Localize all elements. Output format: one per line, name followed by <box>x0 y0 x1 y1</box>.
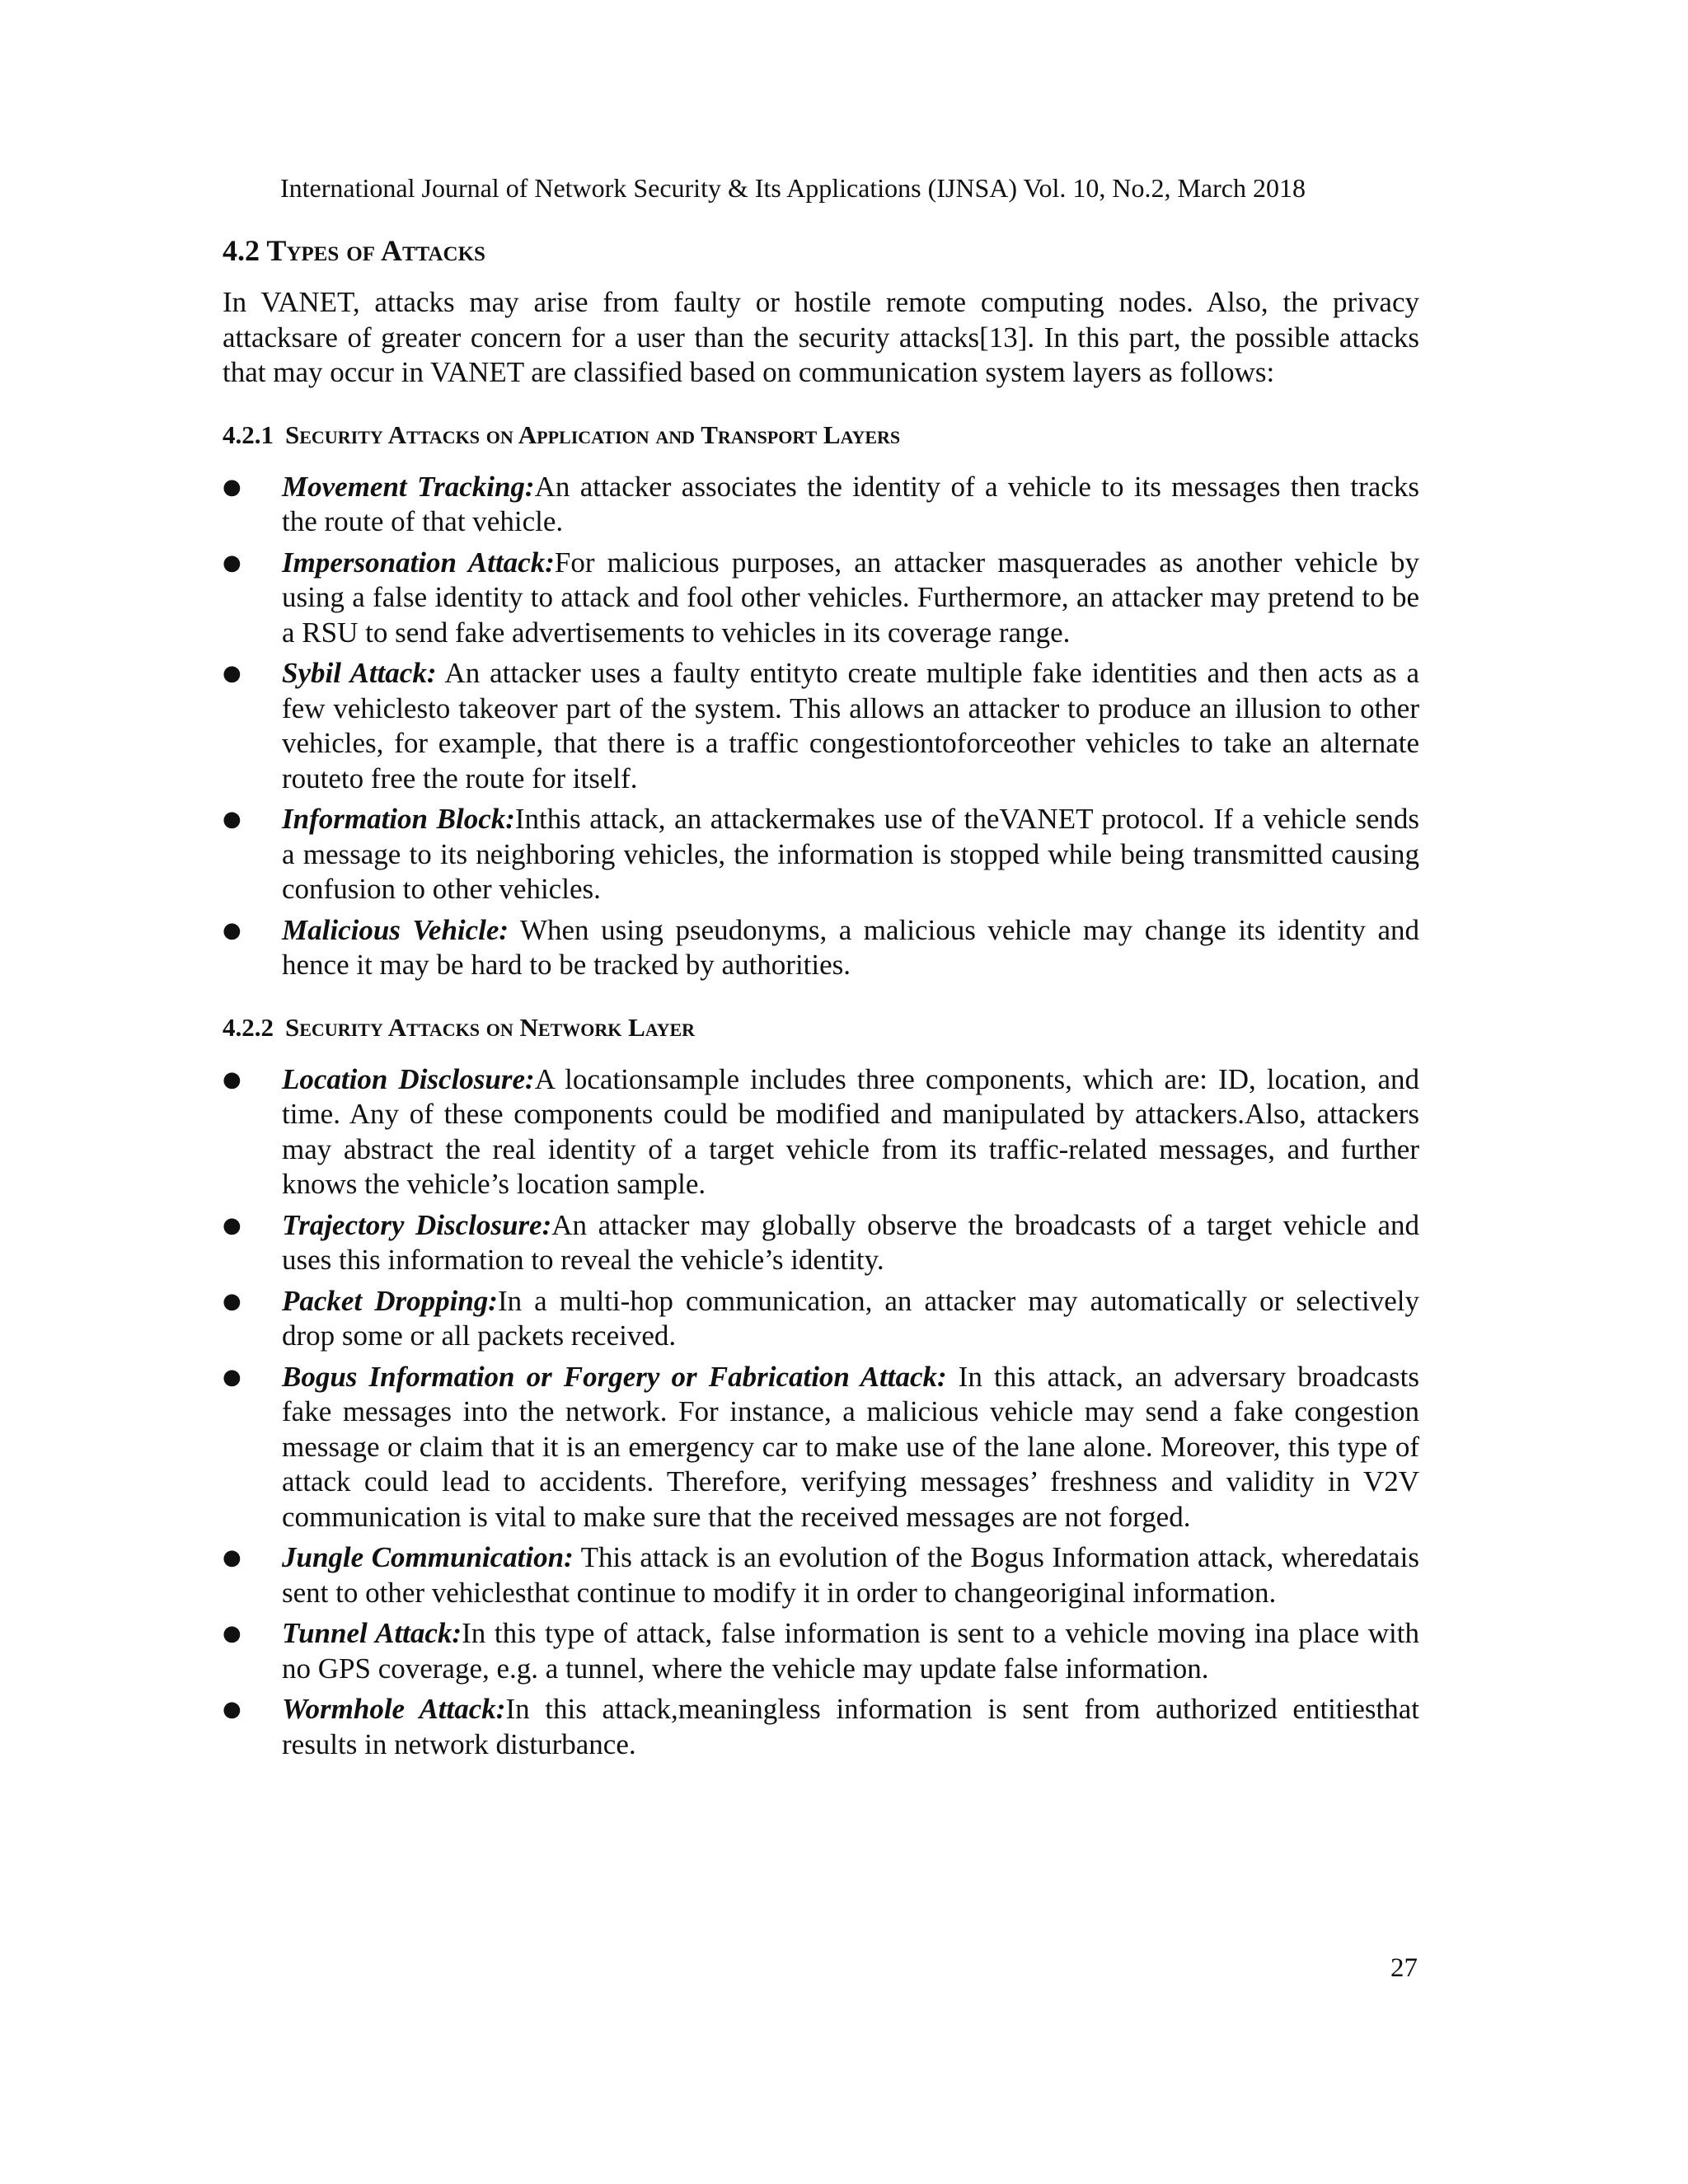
list-item <box>223 1062 1419 1202</box>
bullet-icon: ● <box>223 550 241 575</box>
list-item <box>223 913 1419 983</box>
section-intro: In VANET, attacks may arise from faulty or hostile remote computing nodes. Also, the privacy attacksare of greater concern for a user than the security attacks[13]. In this part, the possible attacks that may occur in VANET are classified based on communication system layers as follows: <box>223 286 1419 388</box>
main-content <box>223 232 1419 1768</box>
list-item-text: This attack is an evolution of the Bogus Information attack, wheredatais sent to other vehiclesthat continue to modify it in order to changeoriginal information. <box>282 1541 1419 1609</box>
list-item <box>223 546 1419 651</box>
list-item-term: Bogus Information or Forgery or Fabrication Attack: <box>282 1360 947 1393</box>
list-item <box>223 1360 1419 1535</box>
bullet-icon: ● <box>223 1545 241 1570</box>
subsection-heading-4-2-1 <box>223 419 1419 452</box>
bullet-icon: ● <box>223 1066 241 1092</box>
bullet-icon: ● <box>223 474 241 499</box>
subsection-title: Security Attacks on Network Layer <box>285 1012 696 1042</box>
list-item <box>223 470 1419 540</box>
bullet-icon: ● <box>223 1212 241 1238</box>
bullet-icon: ● <box>223 1697 241 1722</box>
bullet-icon: ● <box>223 1621 241 1646</box>
section-title: 4.2 Types of Attacks <box>223 234 485 267</box>
list-item-text: In this attack, an adversary broadcasts fake messages into the network. For instance, a malicious vehicle may send a fake congestion message or claim that it is an emergency car to make use of the lane alone. Moreover, this type of attack could lead to accidents. Therefore, verifying messages’ freshness and validity in V2V communication is vital to make sure that the received messages are not forged. <box>282 1360 1419 1533</box>
list-item-term: Information Block: <box>282 803 515 835</box>
page-number: 27 <box>1390 1953 1418 1983</box>
subsection-heading-4-2-2 <box>223 1011 1419 1044</box>
bullet-icon: ● <box>223 661 241 686</box>
subsection-number: 4.2.1 <box>223 419 274 449</box>
list-item <box>223 1284 1419 1354</box>
list-item-term: Trajectory Disclosure: <box>282 1208 552 1241</box>
list-item <box>223 1208 1419 1278</box>
subsection-number: 4.2.2 <box>223 1012 274 1042</box>
list-item-term: Packet Dropping: <box>282 1284 498 1317</box>
list-item-term: Tunnel Attack: <box>282 1617 462 1649</box>
list-item-text: An attacker associates the identity of a vehicle to its messages then tracks the route of that vehicle. <box>282 470 1419 537</box>
list-item <box>223 656 1419 796</box>
list-item-term: Wormhole Attack: <box>282 1693 506 1725</box>
list-item <box>223 802 1419 907</box>
list-item-term: Jungle Communication: <box>282 1541 574 1573</box>
bullet-icon: ● <box>223 1288 241 1314</box>
bullet-icon: ● <box>223 1364 241 1390</box>
list-item <box>223 1540 1419 1610</box>
list-item <box>223 1616 1419 1686</box>
list-item-text: An attacker uses a faulty entityto create multiple fake identities and then acts as a few vehiclesto takeover part of the system. This allows an attacker to produce an illusion to other vehicles, for example, that there is a traffic congestiontoforceother vehicles to take an alternate routeto free the route for itself. <box>282 657 1419 794</box>
list-item-term: Movement Tracking: <box>282 470 535 503</box>
list-item-text: In a multi‑hop communication, an attacker may automatically or selectively drop some or all packets received. <box>282 1284 1419 1352</box>
bullet-icon: ● <box>223 917 241 943</box>
subsection-title: Security Attacks on Application and Transport Layers <box>285 419 901 449</box>
list-item-text: In this attack,meaningless information is sent from authorized entitiesthat results in network disturbance. <box>282 1693 1419 1760</box>
list-item-text: When using pseudonyms, a malicious vehicle may change its identity and hence it may be hard to be tracked by authorities. <box>282 913 1419 981</box>
list-item-term: Sybil Attack: <box>282 657 437 689</box>
list-item-text: An attacker may globally observe the broadcasts of a target vehicle and uses this information to reveal the vehicle’s identity. <box>282 1208 1419 1276</box>
bullet-list-app-transport <box>223 470 1419 983</box>
list-item-text: A locationsample includes three components, which are: ID, location, and time. Any of these components could be modified and manipulated by attackers.Also, attackers may abstract the real identity of a target vehicle from its traffic-related messages, and further knows the vehicle’s location sample. <box>282 1062 1420 1200</box>
running-head: International Journal of Network Security & Its Applications (IJNSA) Vol. 10, No.2, March 2018 <box>280 173 1306 203</box>
list-item-term: Malicious Vehicle: <box>282 913 509 946</box>
list-item-term: Impersonation Attack: <box>282 546 555 579</box>
bullet-icon: ● <box>223 807 241 832</box>
list-item-text: In this type of attack, false information is sent to a vehicle moving ina place with no GPS coverage, e.g. a tunnel, where the vehicle may update false information. <box>282 1617 1419 1685</box>
list-item-term: Location Disclosure: <box>282 1062 535 1095</box>
bullet-list-network <box>223 1062 1419 1763</box>
list-item <box>223 1692 1419 1762</box>
list-item-text: For malicious purposes, an attacker masquerades as another vehicle by using a false identity to attack and fool other vehicles. Furthermore, an attacker may pretend to be a RSU to send fake advertisements to vehicles in its coverage range. <box>282 546 1419 649</box>
list-item-text: Inthis attack, an attackermakes use of theVANET protocol. If a vehicle sends a message to its neighboring vehicles, the information is stopped while being transmitted causing confusion to other vehicles. <box>282 803 1419 905</box>
